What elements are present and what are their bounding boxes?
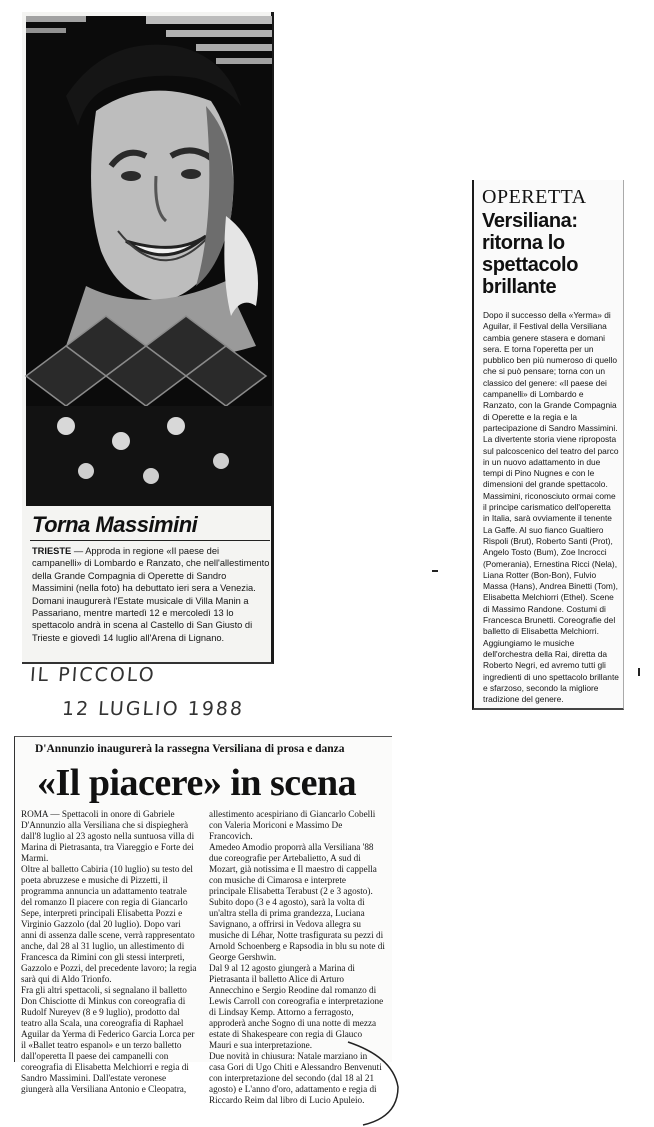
clipping-il-piacere xyxy=(14,736,392,1105)
handwritten-date: 12 LUGLIO 1988 xyxy=(61,698,245,720)
paragraph: Dopo il successo della «Yerma» di Aguilar, il Festival della Versiliana cambia genere stasera e domani sera. E torna l'operetta per un pubblico ben più numeroso di quello che si può pensare; torna con un classico del genere: «Il paese dei campanelli» di Lombardo e Ranzato, con la Grande Compagnia di Operette e la regia e la partecipazione di Sandro Massimini. xyxy=(483,310,618,433)
paragraph: Amedeo Amodio proporrà alla Versiliana '88 due coreografie per Artebalietto, A sud di Mozart, già notissima e Il maestro di cappella con musiche di Cimarosa e interprete principale Elisabetta Terabust (2 e 3 agosto). Subito dopo (3 e 4 agosto), sarà la volta di un'altra stella di prima grandezza, Luciana Savignano, a offrirsi in Vedova allegra su musiche di Léhar, Notte trasfigurata su pezzi di Arnold Schoenberg e Rapsodia in blu su note di George Gershwin. xyxy=(209,842,385,962)
title-divider xyxy=(30,540,270,541)
paragraph: Due novità in chiusura: Natale marziano in casa Gori di Ugo Chiti e Alessandro Benvenuti con interpretazione del secondo (dal 18 al 21 agosto) e L'anno d'oro, adattamento e regia di Riccardo Reim dal libro di Lucio Apuleio. xyxy=(209,1051,382,1105)
article-text: — Approda in regione «Il paese dei campanelli» di Lombardo e Ranzato, che nell'allestimento della Grande Compagnia di Operette di Sandro Massimini (nella foto) ha debuttato ieri sera a Venezia. Domani inaugurerà l'Estate musicale di Villa Manin a Passariano, mentre martedì 12 e mercoledì 13 lo spettacolo andrà in scena al Castello di San Giusto di Trieste e giovedì 14 luglio all'Arena di Lignano. xyxy=(32,546,270,643)
article-body xyxy=(32,545,270,644)
portrait-image xyxy=(26,16,272,506)
paragraph: Fra gli altri spettacoli, si segnalano il balletto Don Chisciotte di Minkus con coreografia di Rudolf Nureyev (8 e 9 luglio), prodotto dal teatro alla Scala, una coreografia di Raphael Aguilar da Yerma di Federico Garcia Lorca per il «Ballet teatro espanol» e un terzo balletto dall'operetta Il paese dei campanelli con coreografia di Elisabetta Melchiorri e regia di Sandro Massimini. Dall'estate veronese giungerà alla Versiliana Antonio e Cleopatra, xyxy=(21,985,195,1094)
section-kicker: OPERETTA xyxy=(482,186,587,208)
portrait-photo xyxy=(26,16,272,506)
paragraph: Oltre al balletto Cabiria (10 luglio) su testo del poeta abruzzese e musiche di Pizzetti, il programma annuncia un adattamento teatrale del romanzo Il piacere con regia di Giancarlo Sepe, interpreti principali Elisabetta Pozzi e Virginio Gazzolo (dal 20 luglio). Dopo vari anni di assenza dalle scene, verrà rappresentato anche, dal 28 al 31 luglio, un allestimento di Francesca da Rimini con gli stessi interpreti, Gazzolo e Pozzi, del precedente lavoro; la regia sarà qui di Aldo Trionfo. xyxy=(21,864,197,984)
paragraph: Dal 9 al 12 agosto giungerà a Marina di Pietrasanta il balletto Alice di Arturo Annecchino e Sergio Reodine dal romanzo di Lewis Carroll con coreografia e interpretazione di Lindsay Kemp. Attorno a ferragosto, approderà anche Sogno di una notte di mezza estate di Shakespeare con regia di Glauco Mauri e sua interpretazione. xyxy=(209,963,384,1050)
article-kicker: D'Annunzio inaugurerà la rassegna Versiliana di prosa e danza xyxy=(35,743,345,755)
scan-speck xyxy=(638,668,640,676)
clipping-torna-massimini xyxy=(22,12,274,664)
article-headline: «Il piacere» in scena xyxy=(37,762,357,804)
paragraph: ROMA — Spettacoli in onore di Gabriele D'Annunzio alla Versiliana che si dispiegherà dall'8 luglio al 23 agosto nella suntuosa villa di Marina di Pietrasanta, tra Viareggio e Forte dei Marmi. xyxy=(21,809,195,863)
article-headline: Versiliana: ritorna lo spettacolo brillante xyxy=(482,210,579,298)
dateline: TRIESTE xyxy=(32,546,72,556)
paragraph: La divertente storia viene riproposta sul palcoscenico del teatro del parco in un nuovo adattamento in due tempi di Pino Nugnes e con le dimensioni del grande spettacolo. Massimini, riconosciuto ormai come il principe carismatico dell'operetta in Italia, sarà ovviamente il tenente La Gaffe. Al suo fianco Gualtiero Rispoli (Brut), Roberto Santi (Prot), Angelo Tosto (Bum), Zoe Incrocci (Pomerania), Ernestina Ricci (Nela), Liana Rotter (Bon-Bon), Fulvio Massa (Hans), Andrea Binetti (Tom), Elisabetta Melchiorri (Ethel). Scene di Massimo Randone. Costumi di Francesca Brunetti. Coreografie del balletto di Elisabetta Melchiorri. Aggiungiamo le musiche dell'orchestra della Rai, diretta da Roberto Negri, ed avremo tutti gli ingredienti di uno spettacolo brillante e sfarzoso, secondo la migliore tradizione del genere. xyxy=(483,434,619,705)
scan-speck xyxy=(432,570,438,572)
article-body xyxy=(483,310,619,705)
paragraph: allestimento acespiriano di Giancarlo Cobelli con Valeria Moriconi e Massimo De Francovich. xyxy=(209,809,376,841)
article-title: Torna Massimini xyxy=(32,512,198,537)
article-column-2 xyxy=(209,809,385,1105)
article-column-1 xyxy=(21,809,197,1094)
clipping-operetta xyxy=(472,180,624,710)
handwritten-newspaper-name: IL PICCOLO xyxy=(29,664,157,686)
